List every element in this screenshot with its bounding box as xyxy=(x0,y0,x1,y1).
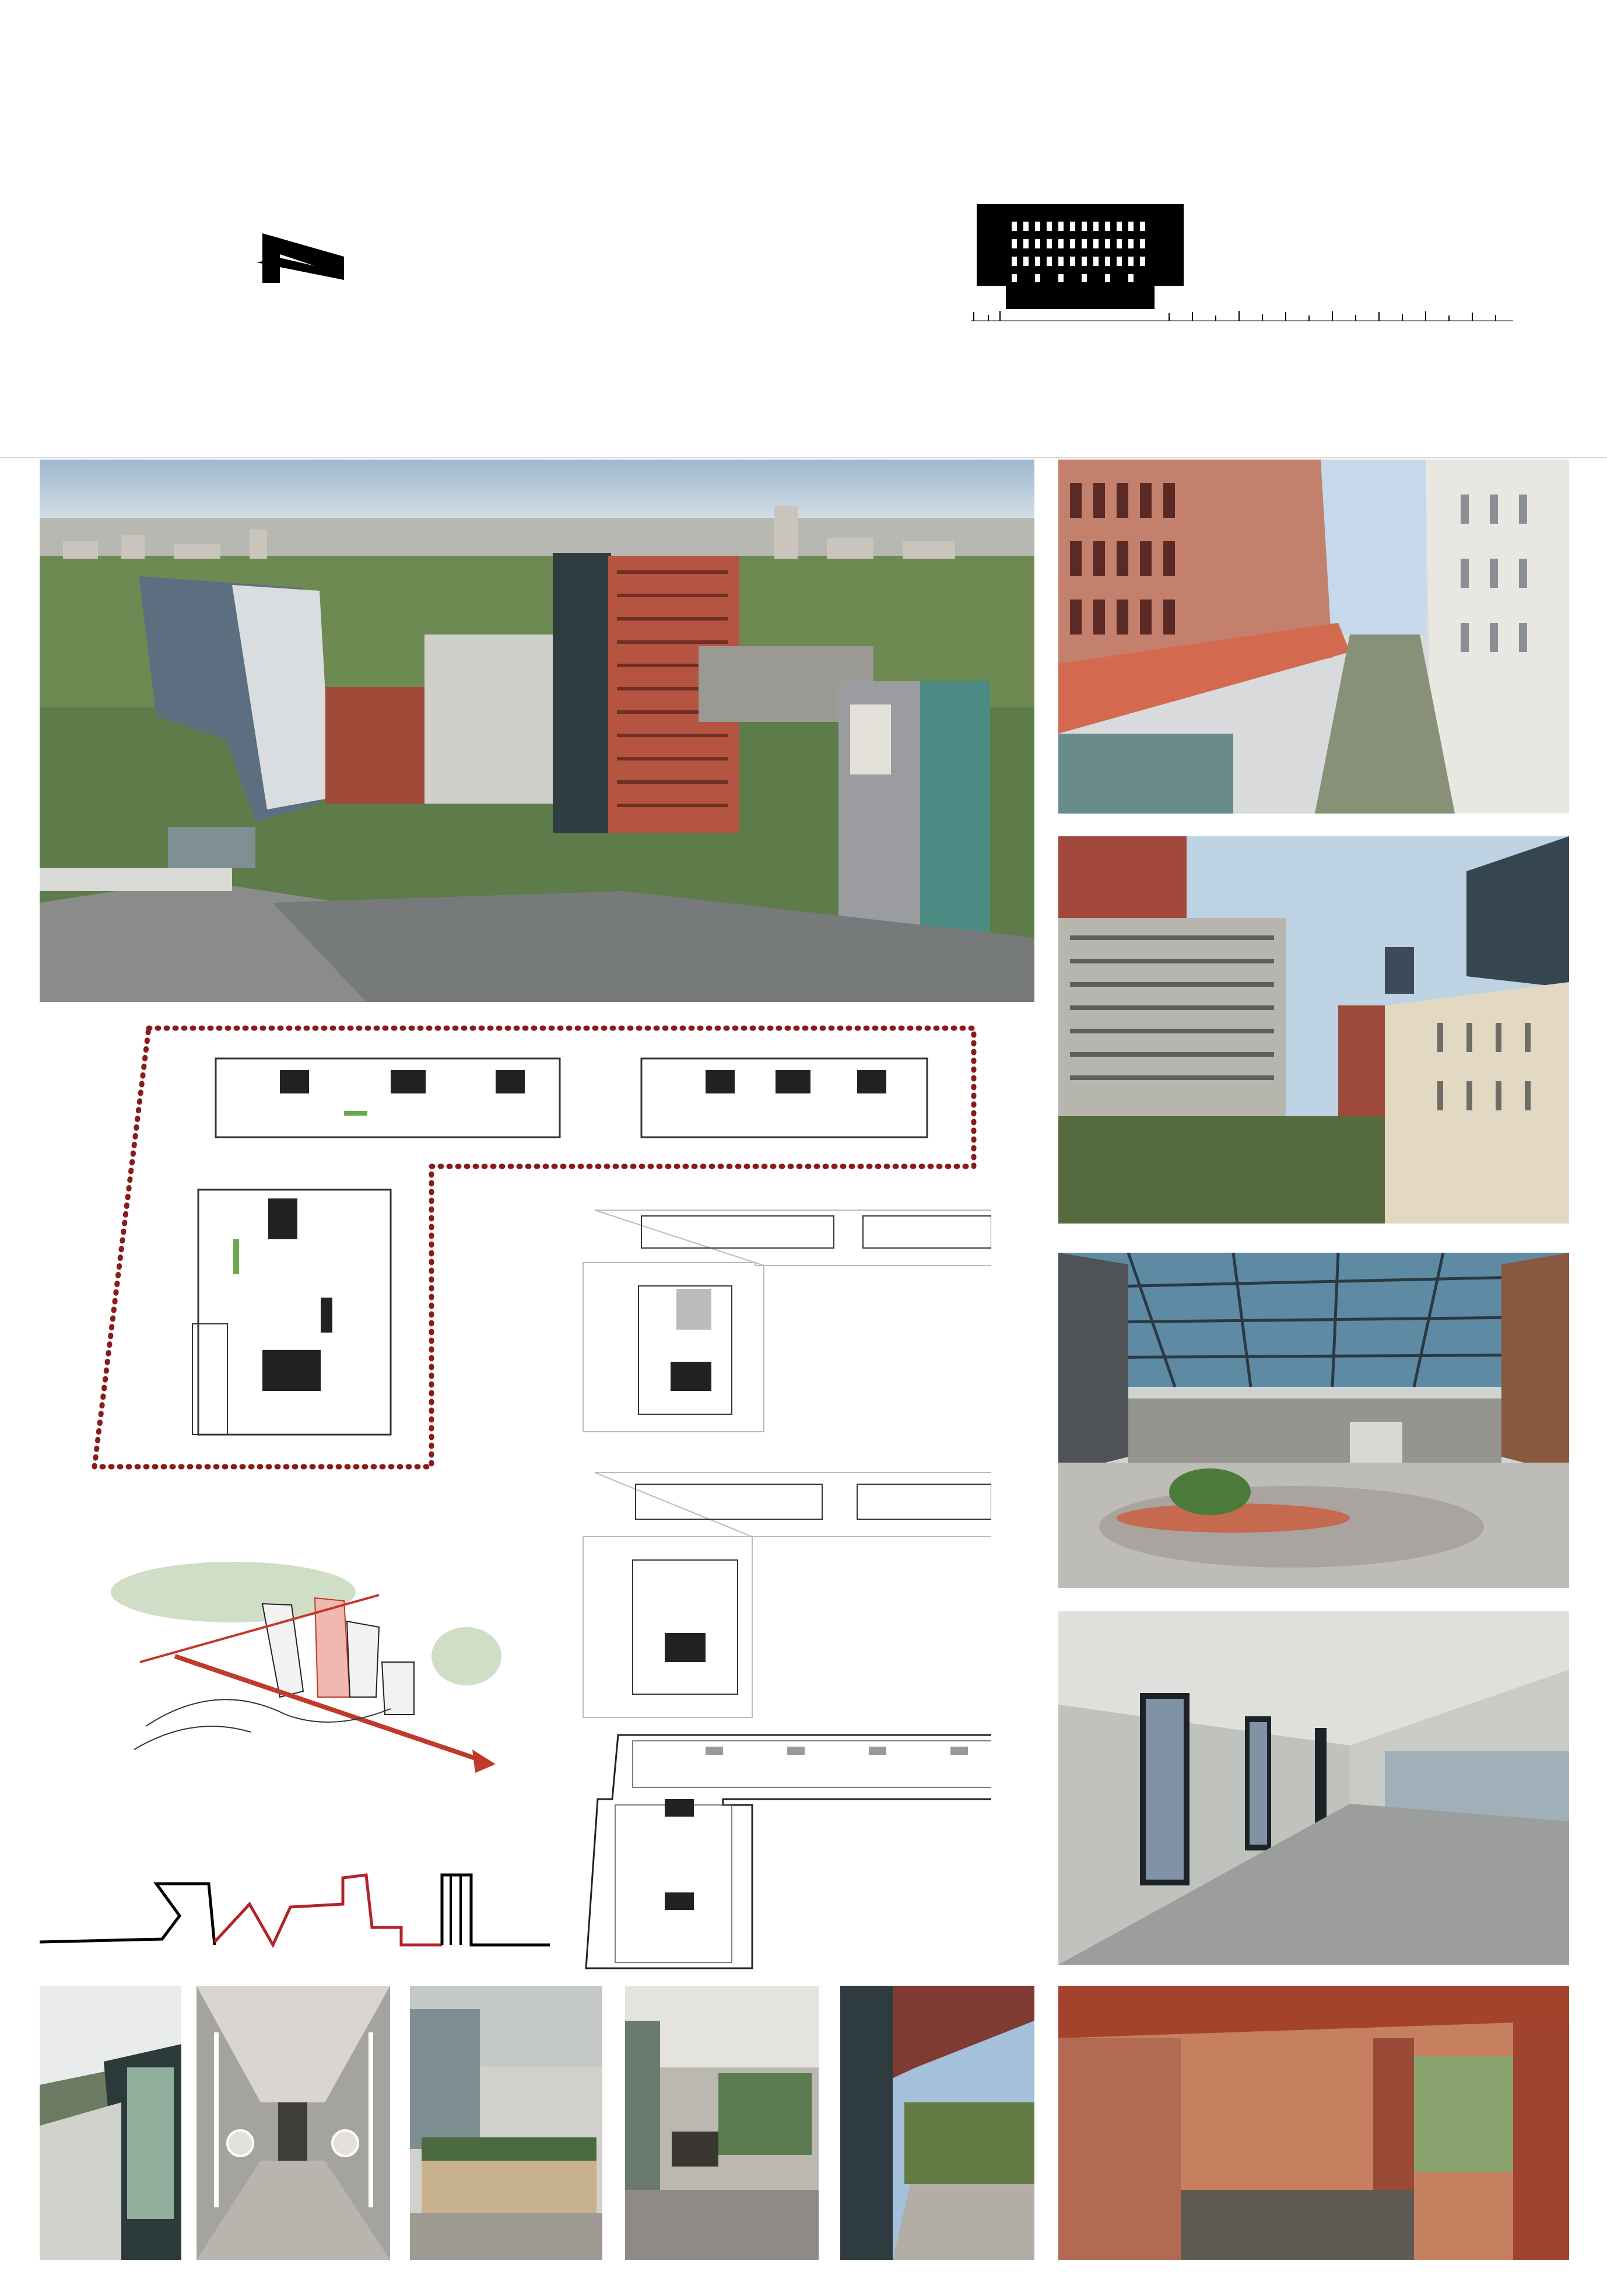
photo-street-view xyxy=(1058,836,1569,1224)
photo-open-office xyxy=(410,1986,602,2260)
building-pictogram-icon xyxy=(971,201,1519,341)
photo-atrium xyxy=(1058,1253,1569,1588)
skyline-sketch xyxy=(40,1857,553,1951)
photo-office-interior xyxy=(1058,1611,1569,1965)
logo-na-mark xyxy=(192,192,350,292)
site-sketch xyxy=(41,1540,554,1808)
photo-facade-walkway xyxy=(840,1986,1034,2260)
photo-corridor-glass xyxy=(40,1986,181,2260)
photo-facade-bridge xyxy=(1058,460,1569,814)
plan-parter-outline xyxy=(94,1028,974,1467)
photo-cafeteria xyxy=(625,1986,819,2260)
aerial-photo xyxy=(40,460,1034,1002)
header-divider xyxy=(0,457,1607,458)
photo-red-interior xyxy=(1058,1986,1569,2260)
photo-lobby-corridor xyxy=(197,1986,390,2260)
